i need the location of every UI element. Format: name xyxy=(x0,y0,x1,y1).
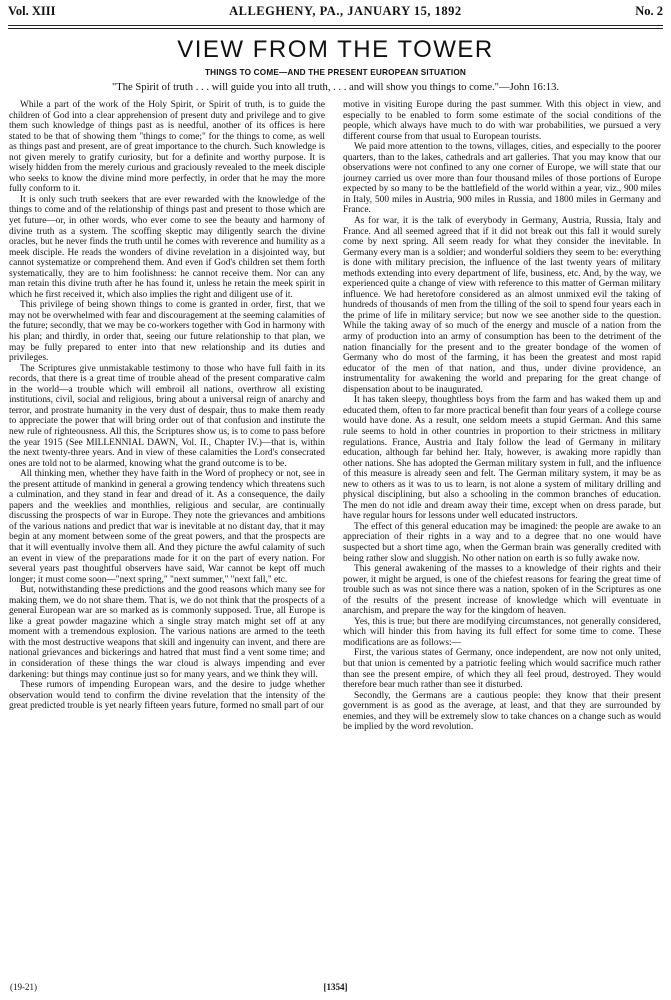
right-column xyxy=(343,100,661,976)
paragraph: The effect of this general education may be imagined: the people are awake to an appreciation of their rights in a way and to a degree that no one would have suspected but a short time ago, when the German brain was generally credited with being rather slow and sluggish. No other nation on earth is so fully awake now. xyxy=(343,521,661,564)
paragraph: But, notwithstanding these predictions and the good reasons which many see for making them, we do not share them. That is, we do not think that the prospects of a general European war are so marked as is commonly supposed. True, all Europe is like a great powder magazine which a single stray match might set off at any moment with a tremendous explosion. The various nations are armed to the teeth with the most destructive weapons that skill and ingenuity can invent, and there are national grievances and bickerings and hatred that must find a vent some time; and in consideration of these things the war cloud is always impending and ever darkening: but things may continue just so for many years, and we think they will. xyxy=(9,585,325,680)
epigraph: "The Spirit of truth . . . will guide you into all truth, . . . and will show you things to come."—John 16:13. xyxy=(111,82,560,93)
paragraph: First, the various states of Germany, once independent, are now not only united, but that union is cemented by a patriotic feeling which would sacrifice much rather than see the present empire, of which they all feel proud, destroyed. They would therefore bear much rather than see it disturbed. xyxy=(343,648,661,691)
paragraph: The Scriptures give unmistakable testimony to those who have full faith in its records, that there is a great time of trouble ahead of the present comparative calm in the world—a trouble which will embroil all nations, overthrow all existing institutions, civil, social and religious, bring about a universal reign of anarchy and terror, and prostrate humanity in the very dust of despair, thus to make them ready to appreciate the power that will bring order out of that confusion and institute the new rule of righteousness. All this, the Scriptures show us, is to come to pass before the year 1915 (See MILLENNIAL DAWN, Vol. II., Chapter IV.)—that is, within the next twenty-three years. And in view of these calamities the Lord's consecrated ones are told not to be alarmed, knowing what the grand outcome is to be. xyxy=(9,363,325,469)
page-footer xyxy=(10,982,661,996)
paragraph: Secondly, the Germans are a cautious people: they know that their present government is as good as the average, at least, and that they are surrounded by enemies, and they will be extremely slow to take chances on a change such as would be implied by the word revolution. xyxy=(343,690,661,733)
paragraph: While a part of the work of the Holy Spirit, or Spirit of truth, is to guide the children of God into a clear apprehension of present duty and privilege and to give them such knowledge of things past as is needful, another of its offices is here stated to be that of showing them "things to come;" for the things to come, as well as things past and present, are of great importance to the church. Such knowledge is not given merely to gratify curiosity, but for a definite and worthy purpose. It is wisely hidden from the merely curious and graciously revealed to the meek disciple who seeks to know the divine mind more perfectly, in order that he may the more fully conform to it. xyxy=(9,100,325,195)
paragraph: It has taken sleepy, thoughtless boys from the farm and has waked them up and educated them, often to far more practical benefit than four years of a college course would have done. As a result, one seldom meets a stupid German. And this same rule seems to hold in other countries in proportion to their strictness in military regulations. France, Austria and Italy follow the lead of Germany in military education, although far behind her. Italy, however, is awaking more rapidly than other nations. She has adopted the German military system in full, and the influence of this measure is already seen and felt. The German military system, it may be as new to others as it was to us to learn, is not alone a system of military drilling and physical disciplining, but also a schooling in the common branches of education. The men do not idle and dream away their time, except when on dress parade, but have regular hours for lessons under well educated instructors. xyxy=(343,395,661,522)
issue-number: No. 2 xyxy=(635,4,663,18)
article-title: VIEW FROM THE TOWER xyxy=(177,36,494,63)
paragraph: It is only such truth seekers that are ever rewarded with the knowledge of the things to come and of the relationship of things past and present to those which are yet future—or, in other words, who ever come to see the beauty and harmony of divine truth as a system. The scoffing skeptic may diligently search the divine oracles, but he never finds the truth until he comes with reverence and humility as a meek disciple. He reads the wonders of divine revelation in a disjointed way, but cannot systematize or comprehend them. And even if God's children set them forth systematically, they are to him foolishness: he cannot receive them. Nor can any man retain this divine truth after he has found it, unless he retain the meek spirit in which he first received it, which also implies the right and diligent use of it. xyxy=(9,194,325,300)
paragraph: We paid more attention to the towns, villages, cities, and especially to the poorer quarters, than to the lakes, cathedrals and art galleries. That you may know that our observations were not confined to any one corner of Europe, we will state that our journey carried us over more than four thousand miles of those portions of Europe expected by so many to be the battlefield of the world within a year, viz., 900 miles in Italy, 500 miles in Austria, 900 miles in Russia, and 1800 miles in Germany and France. xyxy=(343,142,661,216)
volume-label: Vol. XIII xyxy=(8,4,56,18)
paragraph: These rumors of impending European wars, and the desire to judge whether observation would tend to confirm the divine revelation that the intensity of the great predicted trouble is yet nearly fifteen years future, formed no small part of our xyxy=(9,680,325,712)
paragraph: This privilege of being shown things to come is granted in order, first, that we may not be overwhelmed with fear and discouragement at the seeming calamities of the future; secondly, that we may be co-workers together with God in harmony with his plan; and thirdly, in order that, seeing our future relationship to that plan, we may be fully prepared to enter into that new relationship and its duties and privileges. xyxy=(9,300,325,364)
header-rule-thin xyxy=(8,28,663,29)
article-subtitle: THINGS TO COME—AND THE PRESENT EUROPEAN SITUATION xyxy=(204,68,467,77)
paragraph: All thinking men, whether they have faith in the Word of prophecy or not, see in the present attitude of mankind in general a growing tendency which threatens such a culmination, and they stand in fear and dread of it. As a consequence, the daily papers and the weeklies and monthlies, religious and secular, are continually discussing the prospects of war in Europe. They note the grievances and ambitions of the various nations and predict that war is inevitable at no distant day, that it may begin at any moment between some of the great powers, and that the prospects are that it will eventually involve them all. And they picture the awful calamity of such an event in view of the preparations made for it on the part of every nation. For several years past thoughtful observers have said, War cannot be kept off much longer; it must come soon—"next spring," "next summer," "next fall," etc. xyxy=(9,469,325,585)
left-column xyxy=(9,100,325,976)
page-number: [1354] xyxy=(323,982,348,992)
header-rule xyxy=(8,25,663,26)
paragraph: This general awakening of the masses to a knowledge of their rights and their power, it might be argued, is one of the chiefest reasons for fearing the great time of trouble such as was not since there was a nation, spoken of in the Scriptures as one of the results of the present increase of knowledge which will eventuate in anarchism, and prepare the way for the kingdom of heaven. xyxy=(343,564,661,617)
paragraph: Yes, this is true; but there are modifying circumstances, not generally considered, which will hinder this from having its full effect for some time to come. These modifications are as follows:— xyxy=(343,616,661,648)
dateline: ALLEGHENY, PA., JANUARY 15, 1892 xyxy=(229,4,462,18)
running-header xyxy=(8,4,663,24)
paragraph: motive in visiting Europe during the past summer. With this object in view, and especially to be enabled to form some estimate of the social conditions of the people, which always have much to do with war probabilities, we pursued a very different course from that usual to European tourists. xyxy=(343,100,661,142)
paragraph: As for war, it is the talk of everybody in Germany, Austria, Russia, Italy and France. And all seemed agreed that if it did not break out this fall it would surely come by next spring. All seem ready for what they consider the inevitable. In Germany every man is a soldier; and wonderful soldiers they seem to be: everything is done with military precision, the influence of the last twenty years of military methods extending into every department of life, business, etc. And, by the way, we experienced quite a change of view with reference to this matter of German military influence. We had heretofore considered as an almost unmixed evil the taking of hundreds of thousands of men from the tilling of the soil to spend four years each in the prime of life in military service; but now we see another side to the question. While the taking away of so much of the energy and muscle of a nation from the army of production into an army of consumption has been to the detriment of the nation financially for the present and to the greater bondage of the women of Germany who do most of the farming, it has been the greatest and most rapid educator of the men of that nation, and thus, under divine providence, an instrumentality for awakening the world and preparing for the great change of dispensation about to be inaugurated. xyxy=(343,216,661,395)
folio-reference: (19-21) xyxy=(10,982,37,992)
